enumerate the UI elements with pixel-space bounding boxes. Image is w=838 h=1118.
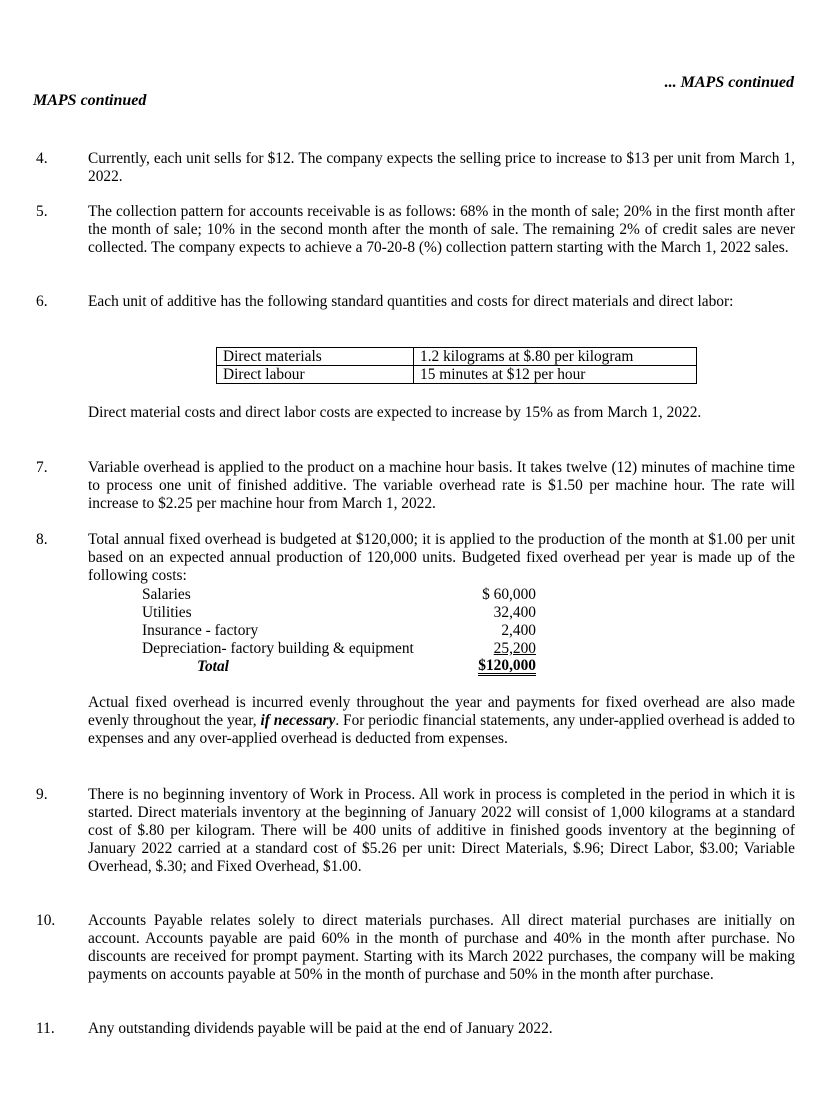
item-text: Any outstanding dividends payable will be paid at the end of January 2022. <box>88 1020 553 1037</box>
cost-label: Salaries <box>142 586 191 603</box>
item-number: 9. <box>36 786 48 803</box>
item-number: 11. <box>36 1020 55 1037</box>
item-text-part: Actual fixed overhead is incurred evenly throughout the year and payments for fixed overhead are also made evenly throughout the year, <box>88 694 795 729</box>
cost-total-label: Total <box>197 658 229 675</box>
item-number: 6. <box>36 293 48 310</box>
item-text <box>88 694 795 748</box>
item-number: 4. <box>36 150 48 167</box>
cost-label: Insurance - factory <box>142 622 259 639</box>
table-cell-item: Direct labour <box>217 366 414 384</box>
header-right-title: ... MAPS continued <box>664 74 794 91</box>
cost-value: $ 60,000 <box>482 586 536 603</box>
cost-total-row <box>142 658 542 676</box>
item-text: Each unit of additive has the following standard quantities and costs for direct materials and direct labor: <box>88 293 734 310</box>
cost-total-value: $120,000 <box>478 657 536 674</box>
cost-row <box>142 586 542 604</box>
cost-value: 25,200 <box>493 640 536 657</box>
item-text: There is no beginning inventory of Work in Process. All work in process is completed in the period in which it is started. Direct materials inventory at the beginning of January 2022 will consist of 1,000 kilograms at a standard cost of $.80 per kilogram. There will be 400 units of additive in finished goods inventory at the beginning of January 2022 carried at a standard cost of $5.26 per unit: Direct Materials, $.96; Direct Labor, $3.00; Variable Overhead, $.30; and Fixed Overhead, $1.00. <box>88 786 795 875</box>
table-cell-standard: 1.2 kilograms at $.80 per kilogram <box>414 348 697 366</box>
item-text: Accounts Payable relates solely to direct materials purchases. All direct material purchases are initially on account. Accounts payable are paid 60% in the month of purchase and 40% in the month after purchase. No discounts are received for prompt payment. Starting with its March 2022 purchases, the company will be making payments on accounts payable at 50% in the month of purchase and 50% in the month after purchase. <box>88 912 795 983</box>
item-text: Total annual fixed overhead is budgeted at $120,000; it is applied to the production of the month at $1.00 per unit based on an expected annual production of 120,000 units. Budgeted fixed overhead per year is made up of the following costs: <box>88 531 795 584</box>
item-number: 8. <box>36 531 48 548</box>
cost-value: 32,400 <box>493 604 536 621</box>
item-text: Direct material costs and direct labor costs are expected to increase by 15% as from March 1, 2022. <box>88 404 702 421</box>
cost-row <box>142 640 542 658</box>
cost-label: Depreciation- factory building & equipment <box>142 640 414 657</box>
cost-value: 2,400 <box>501 622 536 639</box>
table-cell-item: Direct materials <box>217 348 414 366</box>
table-row <box>217 348 697 366</box>
cost-label: Utilities <box>142 604 192 621</box>
table-row <box>217 366 697 384</box>
cost-row <box>142 622 542 640</box>
item-text: The collection pattern for accounts receivable is as follows: 68% in the month of sale; 20% in the first month after the month of sale; 10% in the second month after the month of sale. The remaining 2% of credit sales are never collected. The company expects to achieve a 70-20-8 (%) collection pattern starting with the March 1, 2022 sales. <box>88 203 795 256</box>
item-number: 7. <box>36 459 48 476</box>
item-text-emphasis: if necessary <box>260 712 336 729</box>
item-text-part: . For periodic financial statements, any under-applied overhead is added to expenses and any over-applied overhead is deducted from expenses. <box>88 712 795 747</box>
table-cell-standard: 15 minutes at $12 per hour <box>414 366 697 384</box>
fixed-overhead-costs <box>142 586 542 676</box>
header-left-title: MAPS continued <box>33 92 147 109</box>
cost-row <box>142 604 542 622</box>
standard-cost-table <box>216 347 697 384</box>
item-text: Variable overhead is applied to the product on a machine hour basis. It takes twelve (12) minutes of machine time to process one unit of finished additive. The variable overhead rate is $1.50 per machine hour. The rate will increase to $2.25 per machine hour from March 1, 2022. <box>88 459 795 512</box>
item-number: 5. <box>36 203 48 220</box>
item-text: Currently, each unit sells for $12. The company expects the selling price to increase to $13 per unit from March 1, 2022. <box>88 150 795 185</box>
item-number: 10. <box>36 912 56 929</box>
